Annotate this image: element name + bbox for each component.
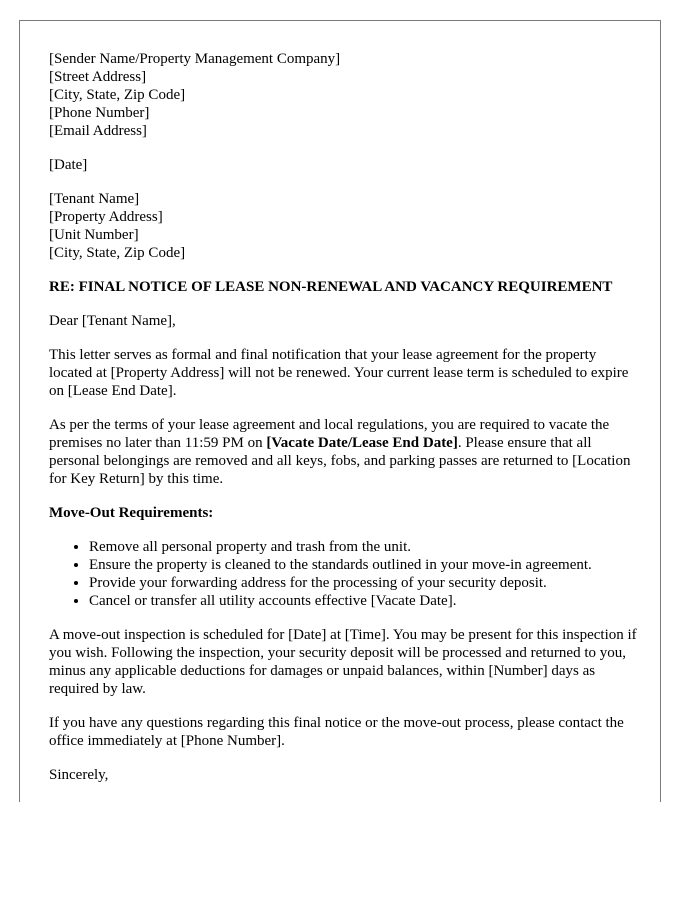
- recipient-unit: [Unit Number]: [49, 227, 139, 243]
- sender-city: [City, State, Zip Code]: [49, 87, 186, 103]
- list-item: • Ensure the property is cleaned to the standards outlined in your move-in agreement.: [89, 556, 639, 574]
- list-item: • Provide your forwarding address for the processing of your security deposit.: [89, 574, 639, 592]
- paragraph-contact: If you have any questions regarding this final notice or the move-out process, please contact the office immediately at [Phone Number].: [49, 715, 624, 749]
- paragraph-notification: This letter serves as formal and final notification that your lease agreement for the property located at [Property Address] will not be renewed. Your current lease term is scheduled to expire on [Lease End Date].: [49, 347, 629, 399]
- list-item: • Cancel or transfer all utility accounts effective [Vacate Date].: [89, 592, 639, 610]
- requirements-list: [49, 538, 639, 610]
- salutation: Dear [Tenant Name],: [49, 313, 176, 329]
- recipient-address: [Property Address]: [49, 209, 163, 225]
- sender-phone: [Phone Number]: [49, 105, 150, 121]
- vacate-date-emphasis: [Vacate Date/Lease End Date]: [266, 435, 458, 451]
- letter-page: [19, 20, 661, 802]
- vacate-text-after: . Please ensure that all personal belongings are removed and all keys, fobs, and parking passes are returned to [Location for Key Return] by this time.: [49, 435, 631, 487]
- letter-date: [Date]: [49, 157, 88, 173]
- vacate-text-before: As per the terms of your lease agreement and local regulations, you are required to vacate the premises no later than 11:59 PM on: [49, 417, 610, 451]
- paragraph-inspection: A move-out inspection is scheduled for [Date] at [Time]. You may be present for this inspection if you wish. Following the inspection, your security deposit will be processed and returned to you, minus any applicable deductions for damages or unpaid balances, within [Number] days as required by law.: [49, 627, 637, 697]
- letter-content: [49, 50, 639, 784]
- paragraph-vacate: [49, 416, 639, 488]
- subject-line: RE: FINAL NOTICE OF LEASE NON-RENEWAL AND VACANCY REQUIREMENT: [49, 279, 613, 295]
- sender-block: [49, 50, 639, 140]
- sender-street: [Street Address]: [49, 69, 147, 85]
- recipient-block: [49, 190, 639, 262]
- recipient-name: [Tenant Name]: [49, 191, 140, 207]
- requirements-heading: Move-Out Requirements:: [49, 505, 214, 521]
- recipient-city: [City, State, Zip Code]: [49, 245, 186, 261]
- sender-name: [Sender Name/Property Management Company]: [49, 51, 341, 67]
- list-item: • Remove all personal property and trash from the unit.: [89, 538, 639, 556]
- closing: Sincerely,: [49, 767, 109, 783]
- sender-email: [Email Address]: [49, 123, 147, 139]
